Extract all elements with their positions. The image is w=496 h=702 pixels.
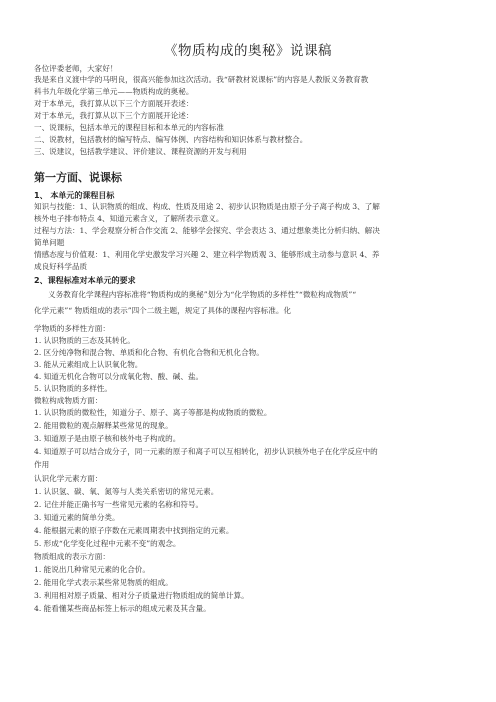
list-item: 作用 <box>34 460 50 469</box>
body-line: 知识与技能：1、认识物质的组成、构成、性质及用途 2、初步认识物质是由原子分子离子构成 3、了解 <box>34 202 380 211</box>
body-line: 成良好科学品质 <box>34 262 88 271</box>
list-item: 1. 能说出几种常见元素的化合价。 <box>34 565 150 574</box>
list-item: 4. 能看懂某些商品标签上标示的组成元素及其含量。 <box>34 604 211 613</box>
list-item: 3. 知道原子是由原子核和核外电子构成的。 <box>34 434 181 443</box>
list-item: 1. 认识物质的微粒性，知道分子、原子、离子等都是构成物质的微粒。 <box>34 408 272 417</box>
list-item: 2. 记住并能正确书写一些常见元素的名称和符号。 <box>34 500 204 509</box>
subsection-heading: 2、课程标准对本单元的要求 <box>34 276 136 285</box>
intro-line: 二、说教材，包括教材的编写特点、编写体例、内容结构和知识体系与教材整合。 <box>34 135 308 144</box>
list-item: 1. 认识氢、碳、氧、氮等与人类关系密切的常见元素。 <box>34 487 219 496</box>
intro-line: 一、说课标，包括本单元的课程目标和本单元的内容标准 <box>34 123 224 132</box>
list-item: 5. 形成“化学变化过程中元素不变”的观念。 <box>34 539 181 548</box>
list-item: 4. 知道无机化合物可以分成氧化物、酸、碱、盐。 <box>34 372 204 381</box>
subsection-heading: 1、 本单元的课程目标 <box>34 191 115 200</box>
intro-line: 对于本单元，我打算从以下三个方面展开表述： <box>34 99 194 108</box>
body-line: 过程与方法：1、学会观察分析合作交流 2、能够学会探究、学会表达 3、通过想象类比分析归纳、解决 <box>34 226 380 235</box>
group-heading: 物质组成的表示方面： <box>34 552 110 561</box>
body-line: 简单问题 <box>34 238 65 247</box>
body-line: 义务教育化学课程内容标准将“物质构成的奥秘”划分为“化学物质的多样性”“微粒构成物质”“ <box>48 290 357 299</box>
group-heading: 微粒构成物质方面： <box>34 396 103 405</box>
list-item: 3. 利用相对原子质量、相对分子质量进行物质组成的简单计算。 <box>34 591 249 600</box>
list-item: 2. 能用微粒的观点解释某些常见的现象。 <box>34 421 173 430</box>
body-line: 核外电子排布特点 4、知道元素含义，了解所表示意义。 <box>34 214 224 223</box>
list-item: 3. 知道元素的简单分类。 <box>34 513 120 522</box>
intro-line: 科书九年级化学第三单元——物质构成的奥秘。 <box>34 87 194 96</box>
list-item: 2. 能用化学式表示某些常见物质的组成。 <box>34 578 173 587</box>
list-item: 1. 认识物质的三态及其转化。 <box>34 336 135 345</box>
intro-line: 各位评委老师，大家好！ <box>34 64 118 73</box>
body-line: 情感态度与价值观：1、利用化学史激发学习兴趣 2、建立科学物质观 3、能够形成主动参与意识 4、养 <box>34 250 380 259</box>
body-line: 化学元素”“ 物质组成的表示”四个二级主题，规定了具体的课程内容标准。化 <box>34 306 292 315</box>
section-heading: 第一方面、说课标 <box>34 171 122 184</box>
list-item: 3. 能从元素组成上认识氧化物。 <box>34 360 143 369</box>
list-item: 4. 能根据元素的原子序数在元素周期表中找到指定的元素。 <box>34 526 234 535</box>
intro-line: 对于本单元，我打算从以下三个方面展开论述： <box>34 111 194 120</box>
intro-line: 三、说建议，包括教学建议、评价建议、课程资源的开发与利用 <box>34 147 247 156</box>
group-heading: 学物质的多样性方面： <box>34 324 110 333</box>
page-title: 《物质构成的奥秘》说课稿 <box>164 43 332 59</box>
list-item: 5. 认识物质的多样性。 <box>34 384 113 393</box>
group-heading: 认识化学元素方面： <box>34 474 103 483</box>
list-item: 2. 区分纯净物和混合物、单质和化合物、有机化合物和无机化合物。 <box>34 348 264 357</box>
intro-line: 我是来自义渡中学的马明良，很高兴能参加这次活动。我“研教材说课标”的内容是人教版义务教育教 <box>34 75 369 84</box>
list-item: 4. 知道原子可以结合成分子，同一元素的原子和离子可以互相转化，初步认识核外电子在化学反应中的 <box>34 447 378 456</box>
